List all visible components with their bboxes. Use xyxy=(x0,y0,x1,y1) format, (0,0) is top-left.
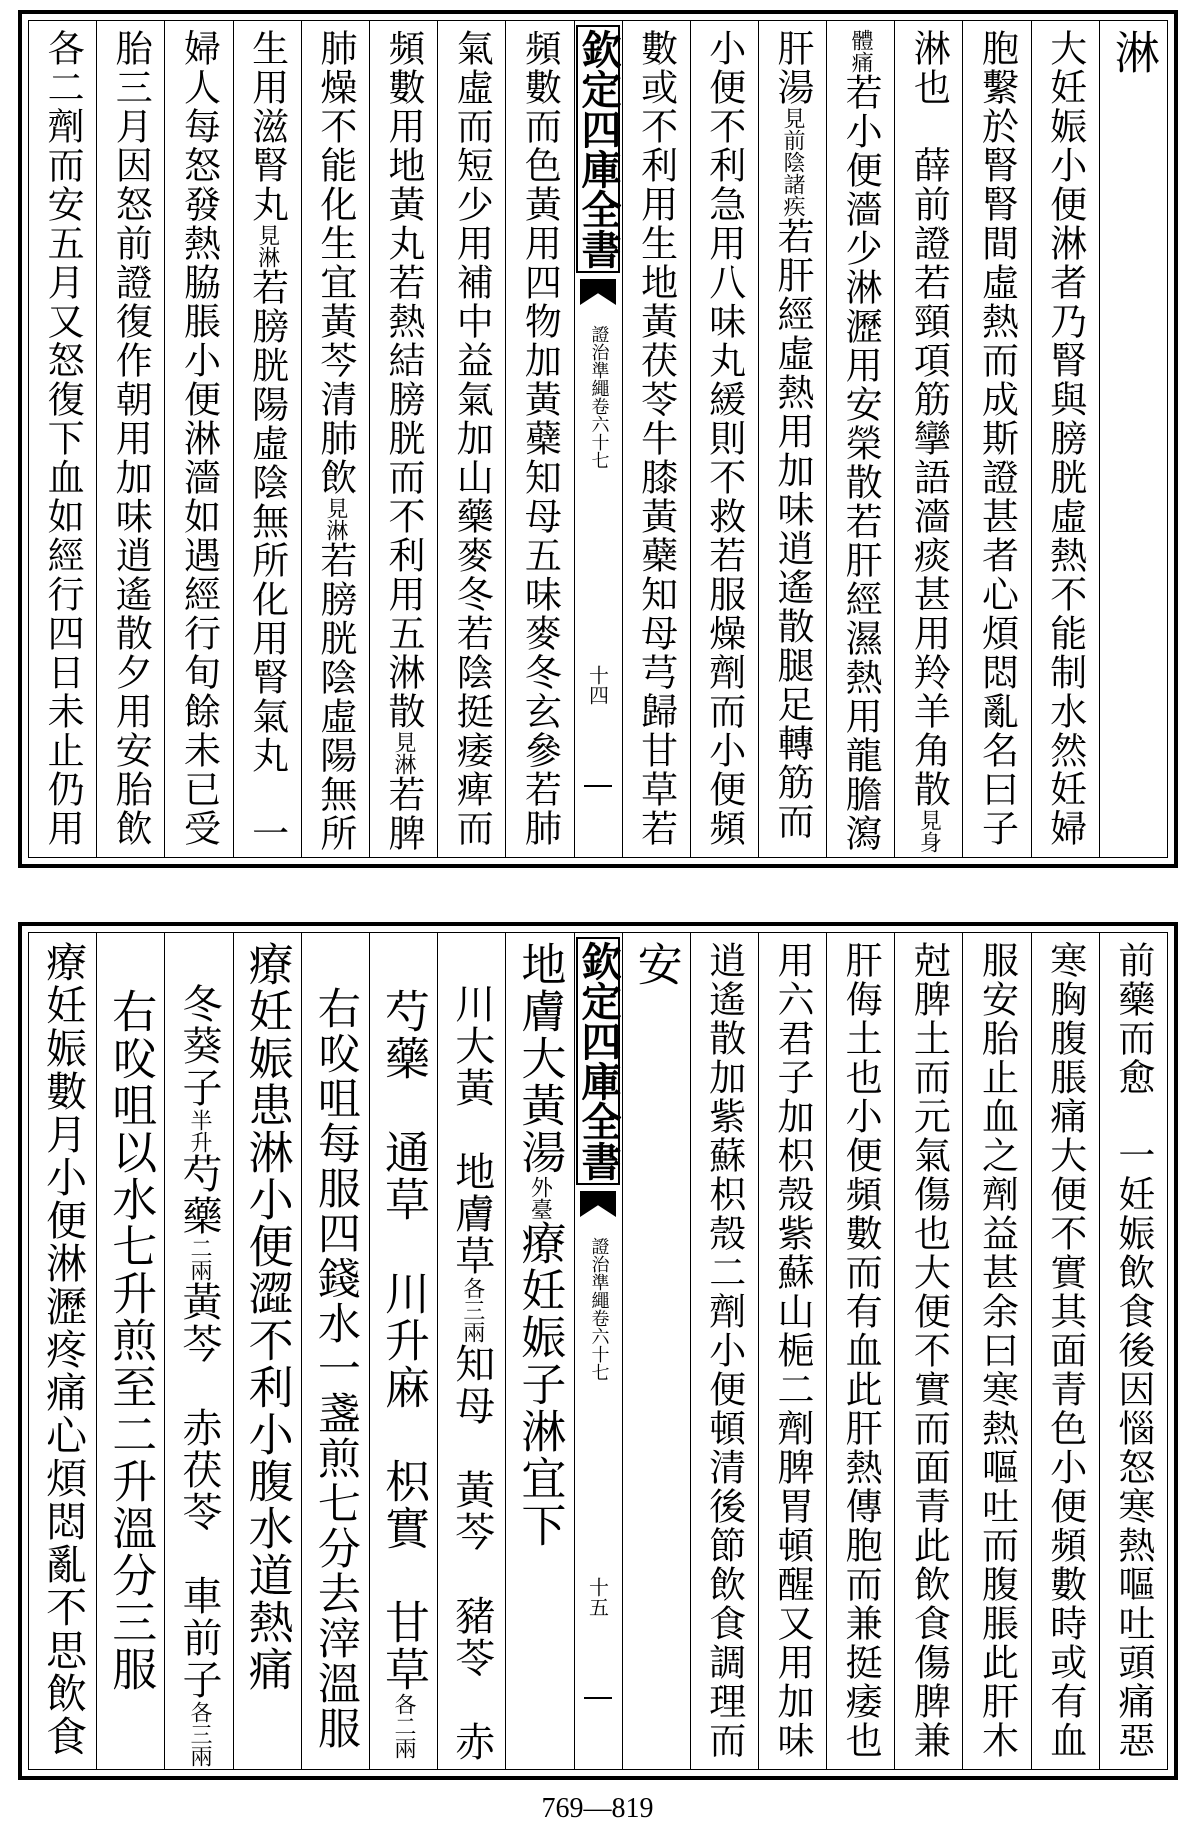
fishtail-mark-icon xyxy=(580,279,616,305)
upper-col-14 xyxy=(164,21,232,857)
upper-center-fold xyxy=(574,21,622,857)
lower-col-4 xyxy=(894,933,962,1769)
text-column: 療妊娠患淋小便澀不利小腹水道熱痛 xyxy=(240,941,294,1693)
text-column: 淋也 薛前證若頸項筋攣語濇痰甚用羚羊角散見身 xyxy=(907,29,951,853)
lower-col-14 xyxy=(164,933,232,1769)
lower-col-2 xyxy=(1031,933,1099,1769)
text-column: 地膚大黃湯外臺療妊娠子淋宜下 xyxy=(513,941,567,1549)
text-column: 淋 xyxy=(1106,29,1160,76)
interlinear-note: 見淋 xyxy=(322,497,348,541)
text-column: 氣虛而短少用補中益氣加山藥麥冬若陰挺痿痺而 xyxy=(450,29,494,848)
text-column: 服安胎止血之劑益甚余曰寒熱嘔吐而腹脹此肝木 xyxy=(975,941,1019,1760)
interlinear-note: 體痛 xyxy=(848,29,874,73)
fishtail-mark-icon xyxy=(580,1191,616,1217)
text-column: 寒胸腹脹痛大便不實其面青色小便頻數時或有血 xyxy=(1043,941,1087,1760)
text-column: 各二劑而安五月又怒復下血如經行四日未止仍用 xyxy=(41,29,85,848)
upper-col-12 xyxy=(301,21,369,857)
text-column: 療妊娠數月小便淋瀝疼痛心煩悶亂不思飲食 xyxy=(39,941,88,1758)
upper-col-16 xyxy=(29,21,96,857)
upper-page xyxy=(18,10,1178,868)
lower-center-fold xyxy=(574,933,622,1769)
lower-col-9 xyxy=(505,933,573,1769)
lower-col-13 xyxy=(233,933,301,1769)
text-column: 頻數用地黃丸若熱結膀胱而不利用五淋散見淋若脾 xyxy=(382,29,426,853)
text-column: 前藥而愈 一妊娠飲食後因惱怒寒熱嘔吐頭痛惡 xyxy=(1111,941,1155,1760)
text-column: 胎三月因怒前證復作朝用加味逍遙散夕用安胎飲 xyxy=(109,29,153,848)
interlinear-note: 見前陰諸疾 xyxy=(779,107,805,217)
upper-col-2 xyxy=(1031,21,1099,857)
text-column: 生用滋腎丸見淋若膀胱陽虛陰無所化用腎氣丸 一 xyxy=(245,29,289,853)
upper-col-8 xyxy=(622,21,690,857)
folio-number: 十四 xyxy=(585,665,610,705)
text-column: 右㕮咀以水七升煎至二升溫分三服 xyxy=(104,941,158,1693)
folio-number: 十五 xyxy=(585,1577,610,1617)
text-column: 大妊娠小便淋者乃腎與膀胱虛熱不能制水然妊婦 xyxy=(1043,29,1087,848)
text-column: 數或不利用生地黃茯苓牛膝黃蘗知母芎歸甘草若 xyxy=(634,29,678,848)
book-title: 證治準繩 卷六十七 xyxy=(588,1237,610,1381)
text-column: 胞繫於腎腎間虛熱而成斯證甚者心煩悶亂名曰子 xyxy=(975,29,1019,848)
text-column: 尅脾土而元氣傷也大便不實而面青此飲食傷脾兼 xyxy=(907,941,951,1760)
text-column: 婦人每怒發熱脇脹小便淋濇如遇經行旬餘未已受 xyxy=(177,29,221,848)
lower-col-10 xyxy=(437,933,505,1769)
lower-col-1 xyxy=(1099,933,1167,1769)
interlinear-note: 各三兩 xyxy=(186,1701,212,1767)
text-column: 肝侮土也小便頻數而有血此肝熱傳胞而兼挺痿也 xyxy=(839,941,883,1760)
fold-line xyxy=(584,785,612,787)
upper-col-4 xyxy=(894,21,962,857)
upper-col-9 xyxy=(505,21,573,857)
lower-col-12 xyxy=(301,933,369,1769)
interlinear-note: 各二兩 xyxy=(391,1693,417,1759)
interlinear-note: 見淋 xyxy=(254,224,280,268)
lower-col-3 xyxy=(962,933,1030,1769)
book-title: 證治準繩 卷六十七 xyxy=(588,325,610,469)
interlinear-note: 半升 xyxy=(186,1109,212,1153)
lower-col-16 xyxy=(29,933,96,1769)
lower-col-5 xyxy=(826,933,894,1769)
text-column: 芍藥 通草 川升麻 枳實 甘草各二兩 xyxy=(377,941,431,1759)
lower-col-15 xyxy=(96,933,164,1769)
upper-col-10 xyxy=(437,21,505,857)
upper-col-1 xyxy=(1099,21,1167,857)
text-column: 右㕮咀每服四錢水一盞煎七分去滓溫服 xyxy=(310,941,361,1751)
text-column: 肝湯見前陰諸疾若肝經虛熱用加味逍遙散腿足轉筋而 xyxy=(770,29,814,841)
upper-col-7 xyxy=(690,21,758,857)
interlinear-note: 二兩 xyxy=(186,1237,212,1281)
lower-col-8 xyxy=(622,933,690,1769)
library-title: 欽定四庫全書 xyxy=(576,937,620,1185)
text-column: 小便不利急用八味丸緩則不救若服燥劑而小便頻 xyxy=(702,29,746,848)
lower-column-grid xyxy=(28,932,1168,1770)
upper-col-15 xyxy=(96,21,164,857)
upper-col-6 xyxy=(758,21,826,857)
lower-page xyxy=(18,922,1178,1780)
upper-col-5 xyxy=(826,21,894,857)
text-column: 用六君子加枳殼紫蘇山梔二劑脾胃頓醒又用加味 xyxy=(770,941,814,1760)
upper-col-11 xyxy=(369,21,437,857)
upper-column-grid xyxy=(28,20,1168,858)
interlinear-note: 見淋 xyxy=(391,731,417,775)
interlinear-note: 外臺 xyxy=(527,1176,553,1220)
library-title: 欽定四庫全書 xyxy=(576,25,620,273)
fold-line xyxy=(584,1697,612,1699)
text-column: 頻數而色黃用四物加黃蘗知母五味麥冬玄參若肺 xyxy=(518,29,562,848)
interlinear-note: 各三兩 xyxy=(459,1277,485,1343)
text-column: 肺燥不能化生宜黃芩清肺飲見淋若膀胱陰虛陽無所 xyxy=(313,29,357,853)
lower-col-6 xyxy=(758,933,826,1769)
lower-col-11 xyxy=(369,933,437,1769)
page-number: 769—819 xyxy=(541,1793,654,1824)
lower-col-7 xyxy=(690,933,758,1769)
upper-col-3 xyxy=(962,21,1030,857)
interlinear-note: 見身 xyxy=(916,809,942,853)
text-column: 安 xyxy=(629,941,683,988)
text-column: 冬葵子半升芍藥二兩黃芩 赤茯苓 車前子各三兩 xyxy=(175,941,222,1767)
text-column: 體痛若小便濇少淋瀝用安榮散若肝經濕熱用龍膽瀉 xyxy=(839,29,883,853)
text-column: 逍遙散加紫蘇枳殼二劑小便頓清後節飲食調理而 xyxy=(702,941,746,1760)
text-column: 川大黃 地膚草各三兩知母 黃芩 豬苓 赤 xyxy=(448,941,495,1763)
upper-col-13 xyxy=(233,21,301,857)
